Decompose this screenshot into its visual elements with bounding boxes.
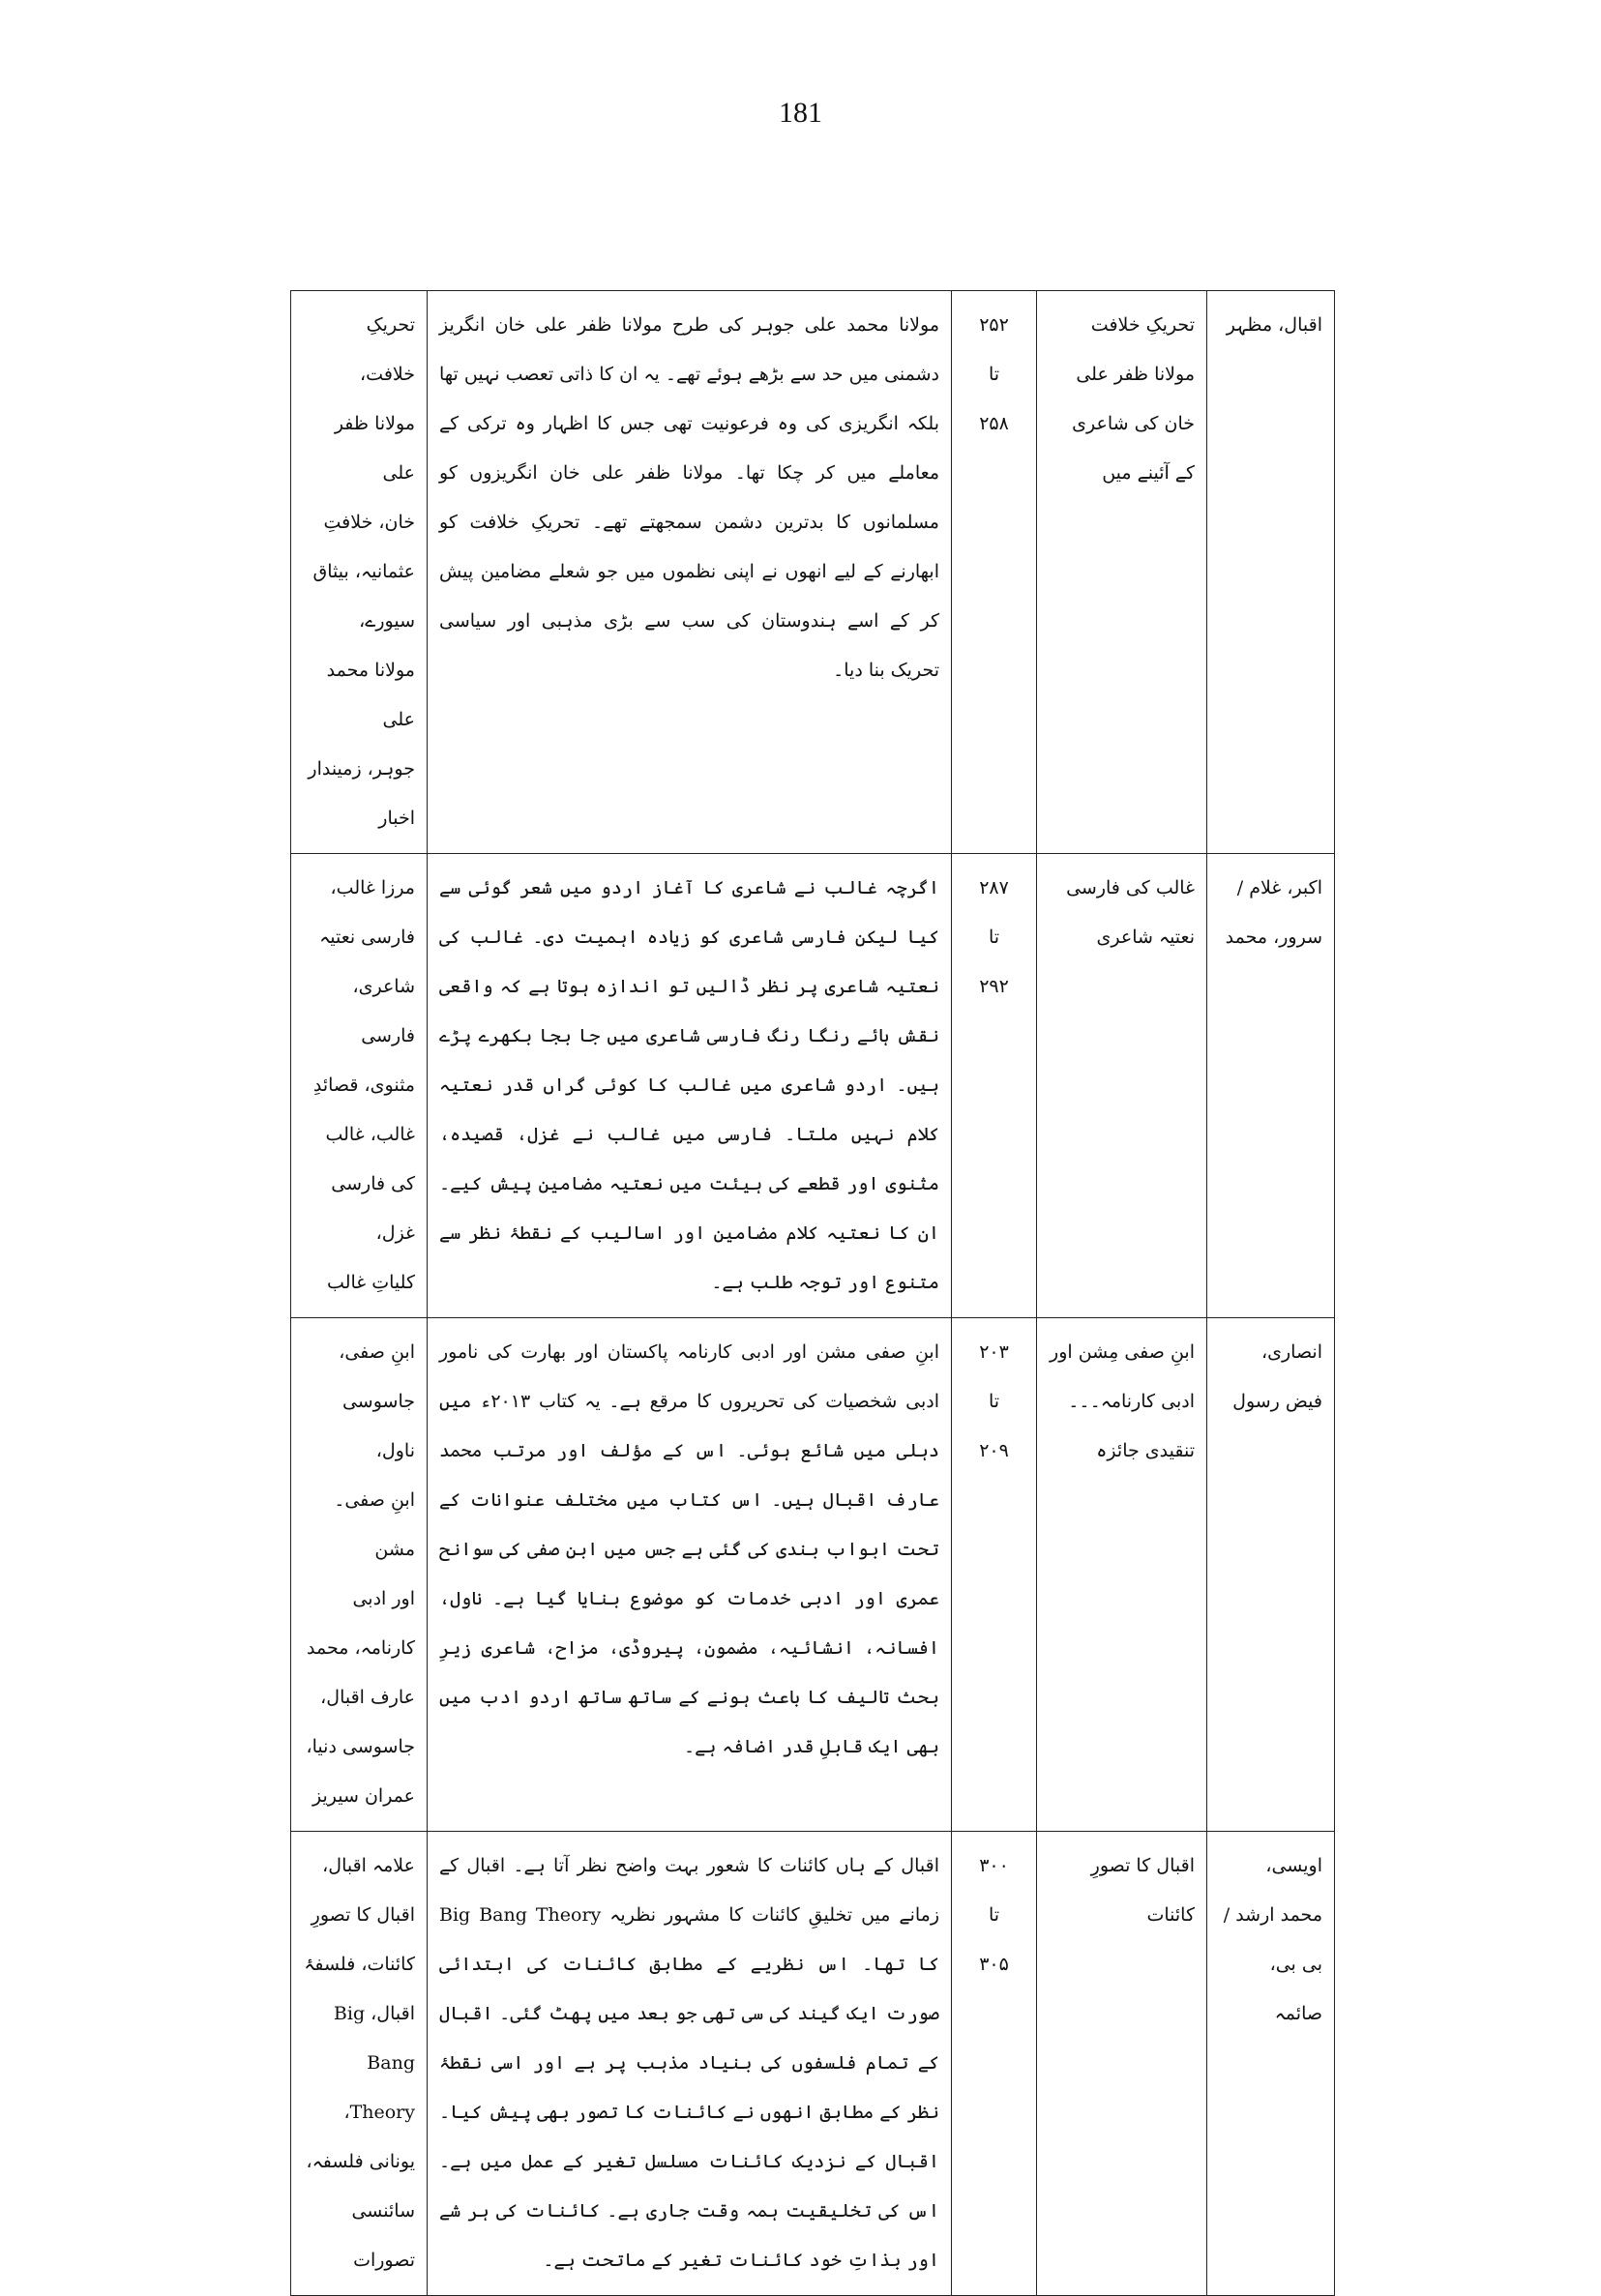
keyword: کلیاتِ غالب	[327, 1272, 415, 1293]
title-cell: ابنِ صفی مِشن اور ادبی کارنامہ۔۔۔ تنقیدی جائزہ	[1037, 1318, 1207, 1832]
index-table	[290, 290, 1335, 2296]
keyword: کی فارسی غزل،	[331, 1173, 415, 1244]
page-start: ۳۰۰	[979, 1855, 1009, 1876]
keyword: فارسی نعتیہ	[319, 927, 415, 948]
keyword: مرزا غالب،	[330, 877, 415, 898]
summary-cell: مولانا محمد علی جوہر کی طرح مولانا ظفر علی خان انگریز دشمنی میں حد سے بڑھے ہوئے تھے۔ یہ ان کا ذاتی تعصب نہیں تھا بلکہ انگریزی کی وہ فرعونیت تھی جس کا اظہار وہ ترکی کے معاملے میں کر چکا تھا۔ مولانا ظفر علی خان انگریزوں کو مسلمانوں کا بدترین دشمن سمجھتے تھے۔ تحریکِ خلافت کو ابھارنے کے لیے انھوں نے اپنی نظموں میں جو شعلے مضامین پیش کر کے اسے ہندوستان کی سب سے بڑی مذہبی اور سیاسی تحریک بنا دیا۔	[428, 291, 952, 854]
keyword: جاسوسی ناول،	[341, 1391, 415, 1461]
keyword: کائنات، فلسفۂ	[304, 1954, 415, 1975]
table-row	[291, 1318, 1335, 1832]
page-end: ۲۹۲	[979, 976, 1009, 997]
page-start: ۲۵۲	[979, 314, 1009, 336]
summary-cell: اگرچہ غالب نے شاعری کا آغاز اردو میں شعر گوئی سے کیا لیکن فارسی شاعری کو زیادہ اہمیت دی۔ غالب کی نعتیہ شاعری پر نظر ڈالیں تو اندازہ ہوتا ہے کہ واقعی نقش ہائے رنگا رنگ فارسی شاعری میں جا بجا بکھرے پڑے ہیں۔ اردو شاعری میں غالب کا کوئی گراں قدر نعتیہ کلام نہیں ملتا۔ فارسی میں غالب نے غزل، قصیدہ، مثنوی اور قطعے کی ہیئت میں نعتیہ مضامین پیش کیے۔ ان کا نعتیہ کلام مضامین اور اسالیب کے نقطۂ نظر سے متنوع اور توجہ طلب ہے۔	[428, 854, 952, 1318]
page-range-word: تا	[988, 1904, 1000, 1926]
page-end: ۲۵۸	[979, 413, 1009, 434]
keyword: غالب، غالب	[325, 1124, 415, 1145]
keyword: مولانا ظفر علی	[334, 413, 415, 484]
keyword: یونانی فلسفہ،	[306, 2151, 415, 2172]
page-range-word: تا	[988, 1391, 1000, 1412]
keyword: ابنِ صفی،	[339, 1341, 415, 1363]
keyword: Theory،	[343, 2102, 415, 2123]
page-end: ۳۰۵	[979, 1954, 1009, 1975]
author-cell: اکبر، غلام / سرور، محمد	[1207, 854, 1335, 1318]
keyword: اقبال، Big	[333, 2003, 415, 2024]
keywords-cell	[291, 1318, 428, 1832]
keyword: Bang	[367, 2052, 415, 2074]
pages-cell	[952, 291, 1037, 854]
keyword: کارنامہ، محمد	[307, 1637, 415, 1659]
keyword: عثمانیہ، بیثاق	[312, 561, 415, 582]
keyword: جاسوسی دنیا،	[306, 1736, 415, 1757]
keyword: سیورے،	[359, 610, 415, 632]
keyword: سائنسی	[351, 2200, 415, 2222]
author-cell: اویسی، محمد ارشد / بی بی، صائمہ	[1207, 1832, 1335, 2296]
summary-cell: اقبال کے ہاں کائنات کا شعور بہت واضح نظر آتا ہے۔ اقبال کے زمانے میں تخلیقِ کائنات کا مشہور نظریہ Big Bang Theory کا تھا۔ اس نظریے کے مطابق کائنات کی ابتدائی صورت ایک گیند کی سی تھی جو بعد میں پھٹ گئی۔ اقبال کے تمام فلسفوں کی بنیاد مذہب پر ہے اور اسی نقطۂ نظر کے مطابق انھوں نے کائنات کا تصور بھی پیش کیا۔ اقبال کے نزدیک کائنات مسلسل تغیر کے عمل میں ہے۔ اس کی تخلیقیت ہمہ وقت جاری ہے۔ کائنات کی ہر شے اور بذاتِ خود کائنات تغیر کے ماتحت ہے۔	[428, 1832, 952, 2296]
keywords-cell	[291, 291, 428, 854]
keyword: عارف اقبال،	[320, 1687, 415, 1708]
keyword: ابنِ صفی۔ مشن	[334, 1489, 415, 1560]
keyword: اقبال کا تصورِ	[311, 1904, 415, 1926]
keyword: علامہ اقبال،	[322, 1855, 415, 1876]
table-row	[291, 1832, 1335, 2296]
keyword: مثنوی، قصائدِ	[312, 1074, 415, 1096]
page-start: ۲۰۳	[979, 1341, 1009, 1363]
pages-cell	[952, 1318, 1037, 1832]
page-start: ۲۸۷	[979, 877, 1009, 898]
page-range-word: تا	[988, 364, 1000, 385]
pages-cell	[952, 854, 1037, 1318]
keyword: مولانا محمد علی	[326, 660, 415, 730]
table-row	[291, 854, 1335, 1318]
keyword: تصورات	[353, 2250, 415, 2271]
pages-cell	[952, 1832, 1037, 2296]
summary-cell: ابنِ صفی مشن اور ادبی کارنامہ پاکستان اور بھارت کی نامور ادبی شخصیات کی تحریروں کا مرقع ہے۔ یہ کتاب ۲۰۱۳ء میں دہلی میں شائع ہوئی۔ اس کے مؤلف اور مرتب محمد عارف اقبال ہیں۔ اس کتاب میں مختلف عنوانات کے تحت ابواب بندی کی گئی ہے جس میں ابنِ صفی کی سوانح عمری اور ادبی خدمات کو موضوع بنایا گیا ہے۔ ناول، افسانہ، انشائیہ، مضمون، پیروڈی، مزاح، شاعری زیرِ بحث تالیف کا باعث ہونے کے ساتھ ساتھ اردو ادب میں بھی ایک قابلِ قدر اضافہ ہے۔	[428, 1318, 952, 1832]
keyword: اخبار	[378, 808, 415, 829]
keyword: عمران سیریز	[312, 1785, 415, 1807]
keywords-cell	[291, 1832, 428, 2296]
author-cell: اقبال، مظہر	[1207, 291, 1335, 854]
keyword: جوہر، زمیندار	[308, 758, 415, 780]
keyword: شاعری، فارسی	[352, 976, 415, 1046]
title-cell: اقبال کا تصورِ کائنات	[1037, 1832, 1207, 2296]
keywords-cell	[291, 854, 428, 1318]
keyword: خان، خلافتِ	[323, 512, 415, 533]
page-number: 181	[779, 97, 822, 129]
title-cell: تحریکِ خلافت مولانا ظفر علی خان کی شاعری کے آئینے میں	[1037, 291, 1207, 854]
keyword: خلافت،	[360, 364, 415, 385]
page-range-word: تا	[988, 927, 1000, 948]
keyword: تحریکِ	[366, 314, 415, 336]
keyword: اور ادبی	[352, 1588, 415, 1609]
page-end: ۲۰۹	[979, 1440, 1009, 1461]
title-cell: غالب کی فارسی نعتیہ شاعری	[1037, 854, 1207, 1318]
table-row	[291, 291, 1335, 854]
author-cell: انصاری، فیض رسول	[1207, 1318, 1335, 1832]
